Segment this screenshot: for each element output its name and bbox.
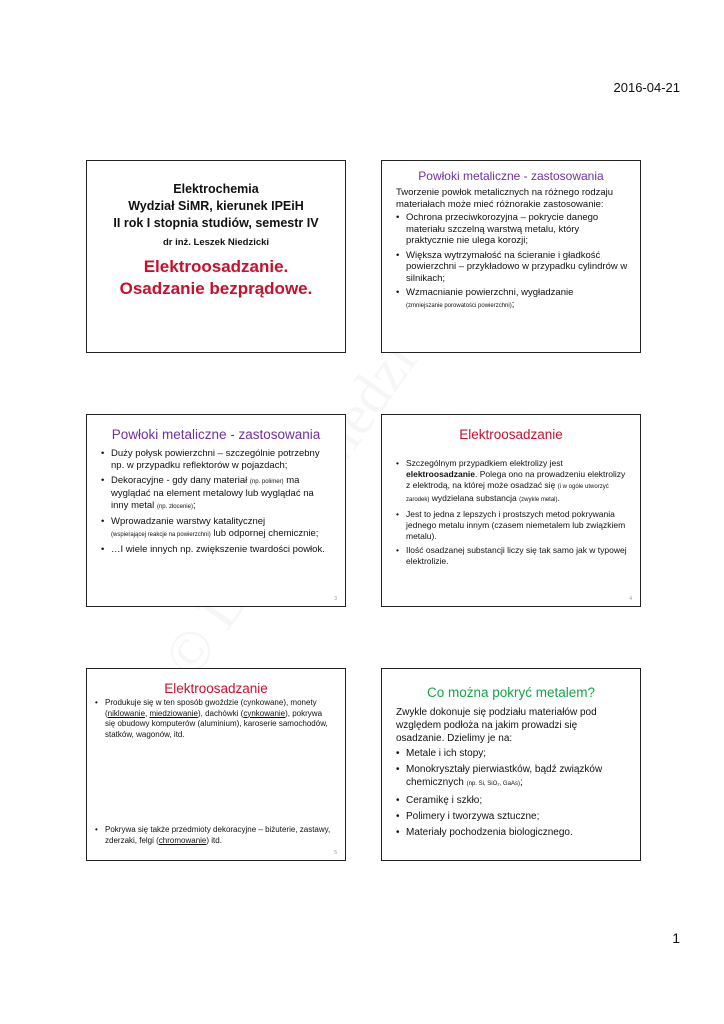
list-item: • Produkuje się w ten sposób gwoździe (cynkowane), monety (niklowanie, miedziowanie), dachówki (cynkowanie), pokrywa się obudowy komputerów (aluminium), karoserie samochodów, statków, wagonów, itd. [95, 698, 333, 740]
slide-6 [381, 668, 641, 861]
list-item: • Wprowadzanie warstwy katalitycznej (wspierającej reakcje na powierzchni) lub odpornej chemicznie; [101, 516, 333, 541]
list-item: • Ochrona przeciwkorozyjna – pokrycie danego materiału szczelną warstwą metalu, który praktycznie nie ulega korozji; [396, 212, 628, 247]
page-date: 2016-04-21 [613, 80, 680, 95]
list-item: • Materiały pochodzenia biologicznego. [396, 826, 628, 839]
lecture-title-2: Osadzanie bezprądowe. [119, 279, 313, 298]
list-item: • Ceramikę i szkło; [396, 794, 628, 807]
list-item: • …I wiele innych np. zwiększenie twardości powłok. [101, 544, 333, 556]
list-item: • Monokryształy pierwiastków, bądź związków chemicznych (np. Si, SiO₂, GaAs); [396, 763, 628, 791]
list-item: • Wzmacnianie powierzchni, wygładzanie (zmniejszanie porowatości powierzchni); [396, 287, 628, 312]
slide-3 [86, 414, 346, 607]
slide-5 [86, 668, 346, 861]
slide-number: 4 [629, 596, 632, 602]
list-item: • Metale i ich stopy; [396, 747, 628, 760]
list-item: • Pokrywa się także przedmioty dekoracyjne – biżuterie, zastawy, zderzaki, felgi (chromowanie) itd. [95, 825, 333, 846]
slide-number: 5 [334, 850, 337, 856]
slide-intro: Tworzenie powłok metalicznych na różnego rodzaju materiałach może mieć różnorakie zastosowanie: [396, 187, 614, 210]
list-item: • Szczególnym przypadkiem elektrolizy jest elektroosadzanie. Polega ono na prowadzeniu elektrolizy z elektrodą, na której może osadzać się (i w ogóle utworzyć zarodek) wydzielana substancja (zwykle metal). [396, 458, 628, 506]
page-number: 1 [672, 930, 680, 946]
slide-title: Elektroosadzanie [164, 681, 268, 696]
list-item: • Większa wytrzymałość na ścieranie i gładkość powierzchni – przykładowo w przypadku cylindrów w silnikach; [396, 250, 628, 285]
slide-title: Co można pokryć metalem? [426, 685, 596, 700]
author: dr inż. Leszek Niedzicki [162, 237, 270, 248]
lecture-title-1: Elektroosadzanie. [143, 257, 289, 276]
slide-1-title [86, 160, 346, 353]
list-item: • Duży połysk powierzchni – szczególnie potrzebny np. w przypadku reflektorów w pojazdach; [101, 448, 333, 472]
list-item: • Ilość osadzanej substancji liczy się tak samo jak w typowej elektrolizie. [396, 545, 628, 567]
list-item: • Dekoracyjne - gdy dany materiał (np. polimer) ma wyglądać na element metalowy lub wyglądać na inny metal (np. złocenie); [101, 475, 333, 513]
list-item: • Polimery i tworzywa sztuczne; [396, 810, 628, 823]
slide-intro: Zwykle dokonuje się podziału materiałów pod względem podłoża na jakim prowadzi się osadzanie. Dzielimy je na: [396, 707, 597, 744]
slide-title: Powłoki metaliczne - zastosowania [418, 169, 604, 183]
course-name: Elektrochemia [173, 182, 259, 196]
list-item: • Jest to jedna z lepszych i prostszych metod pokrywania jednego metalu innym (czasem niemetalem lub związkiem metalu). [396, 509, 628, 542]
study-year: II rok I stopnia studiów, semestr IV [113, 216, 319, 230]
slide-2 [381, 160, 641, 353]
slide-title: Elektroosadzanie [459, 427, 563, 442]
slide-title: Powłoki metaliczne - zastosowania [111, 427, 321, 442]
faculty: Wydział SiMR, kierunek IPEiH [128, 199, 304, 213]
slide-number: 3 [334, 596, 337, 602]
slide-4 [381, 414, 641, 607]
